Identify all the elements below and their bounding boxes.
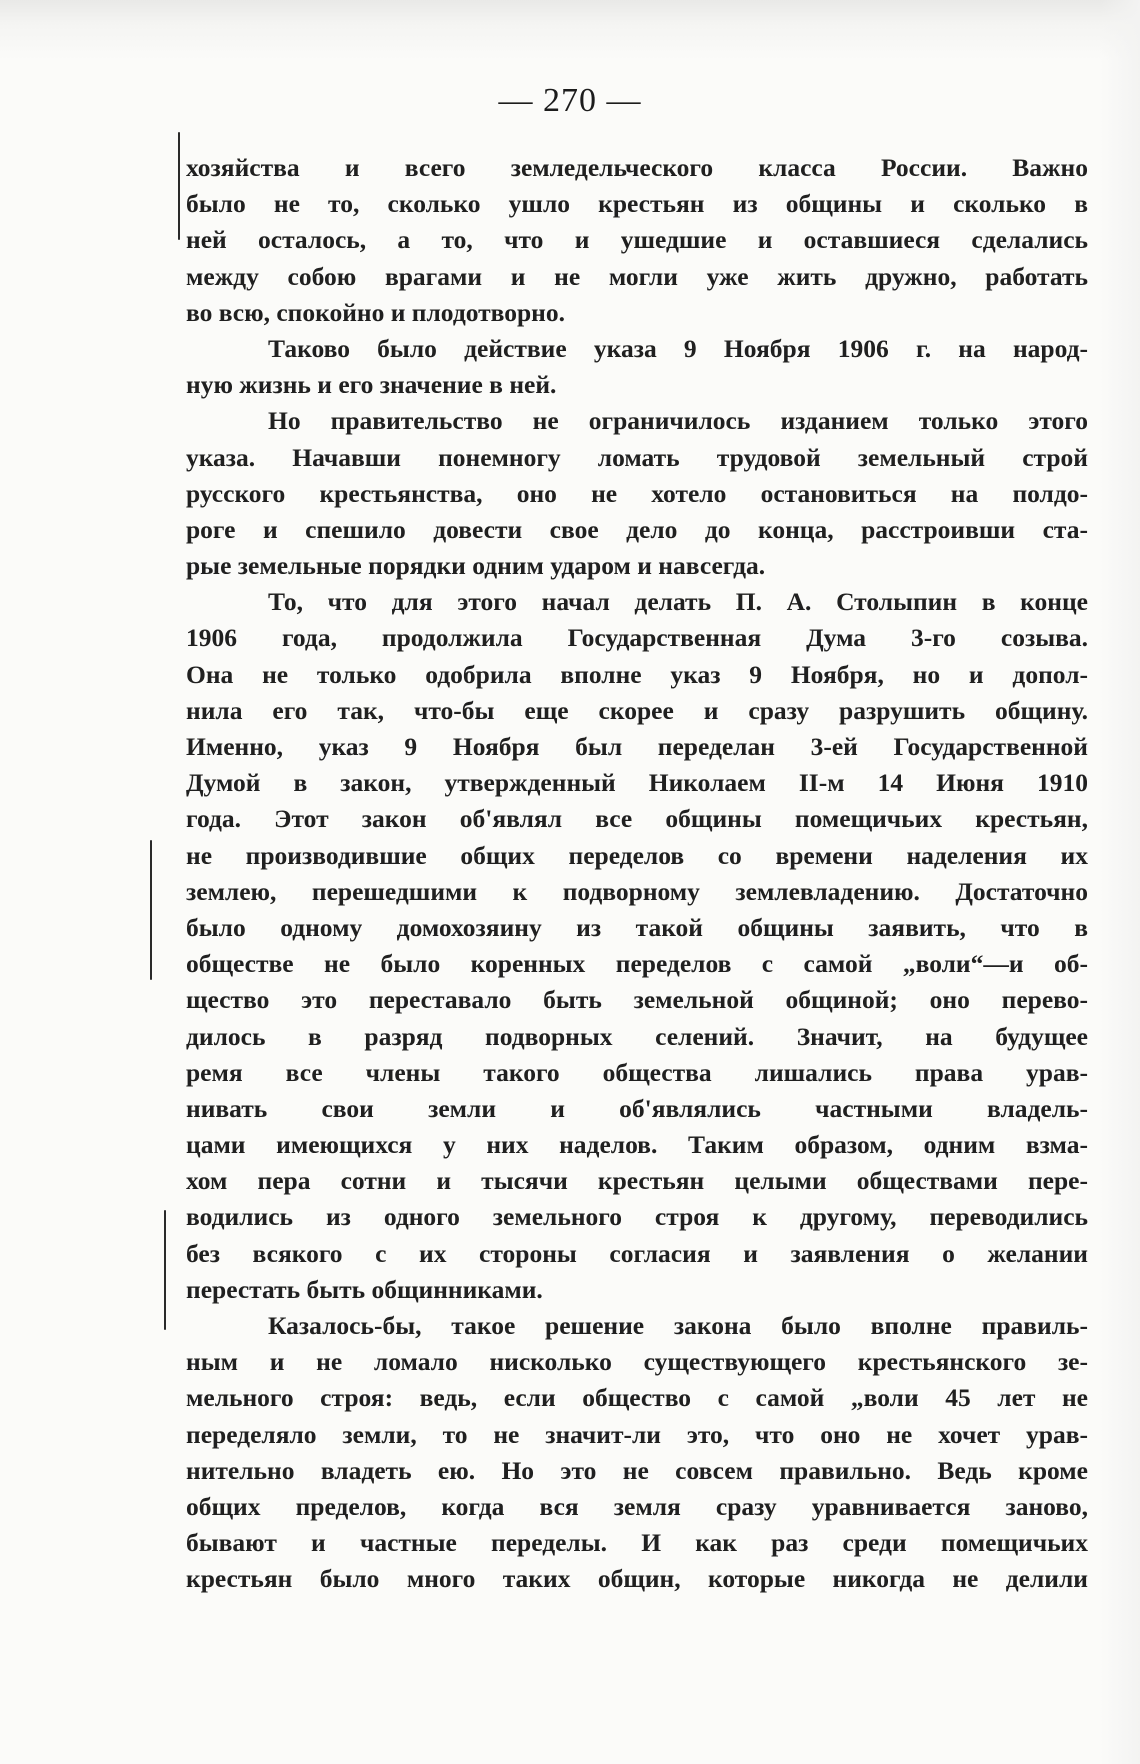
text-line: не производившие общих переделов со времени наделения их	[186, 840, 1088, 870]
margin-mark-lower	[164, 1210, 166, 1330]
text-line: дилось в разряд подворных селений. Значит, на будущее	[186, 1021, 1088, 1051]
text-line: нила его так, что-бы еще скорее и сразу разрушить общину.	[186, 695, 1088, 725]
text-line: Именно, указ 9 Ноября был переделан 3-ей Государственной	[186, 732, 1088, 761]
text-line: переделяло земли, то не значит-ли это, что оно не хочет урав-	[186, 1419, 1088, 1449]
text-line: ным и не ломало нисколько существующего крестьянского зе-	[186, 1347, 1088, 1377]
text-line: без всякого с их стороны согласия и заявления о желании	[186, 1238, 1088, 1268]
text-line: хом пера сотни и тысячи крестьян целыми обществами пере-	[186, 1166, 1088, 1196]
text-line: общих пределов, когда вся земля сразу уравнивается заново,	[186, 1491, 1088, 1521]
text-line: ную жизнь и его значение в ней.	[186, 370, 557, 400]
page-number: — 270 —	[498, 82, 642, 119]
text-line: Она не только одобрила вполне указ 9 Ноября, но и допол-	[186, 659, 1088, 689]
text-line: ней осталось, а то, что и ушедшие и оставшиеся сделались	[186, 225, 1088, 255]
margin-mark-top	[178, 132, 180, 240]
text-line: То, что для этого начал делать П. А. Столыпин в конце	[268, 587, 1088, 617]
margin-mark-middle	[150, 840, 152, 980]
text-line: нивать свои земли и об'являлись частными владель-	[186, 1093, 1088, 1123]
text-line: Думой в закон, утвержденный Николаем II-м 14 Июня 1910	[186, 768, 1088, 798]
text-line: землею, перешедшими к подворному землевладению. Достаточно	[186, 876, 1088, 906]
text-line: Таково было действие указа 9 Ноября 1906 г. на народ-	[268, 333, 1088, 363]
scan-right-shadow	[1100, 0, 1140, 1764]
text-line: водились из одного земельного строя к другому, переводились	[186, 1202, 1088, 1232]
text-line: ремя все члены такого общества лишались права урав-	[186, 1057, 1088, 1087]
text-line: было одному домохозяину из такой общины заявить, что в	[186, 912, 1088, 942]
text-line: бывают и частные переделы. И как раз среди помещичьих	[186, 1528, 1088, 1558]
text-line: 1906 года, продолжила Государственная Дума 3-го созыва.	[186, 623, 1088, 653]
text-line: Но правительство не ограничилось изданием только этого	[268, 406, 1088, 436]
text-line: нительно владеть ею. Но это не совсем правильно. Ведь кроме	[186, 1455, 1088, 1485]
text-line: щество это переставало быть земельной общиной; оно перево-	[186, 985, 1088, 1015]
text-line: было не то, сколько ушло крестьян из общины и сколько в	[186, 189, 1088, 219]
text-line: мельного строя: ведь, если общество с самой „воли 45 лет не	[186, 1383, 1088, 1413]
text-line: рые земельные порядки одним ударом и навсегда.	[186, 551, 766, 581]
scan-top-shadow	[0, 0, 1140, 60]
text-line: роге и спешило довести свое дело до конца, расстроивши ста-	[186, 514, 1088, 544]
text-line: между собою врагами и не могли уже жить дружно, работать	[186, 261, 1088, 291]
body-text	[186, 150, 1088, 1598]
text-line: обществе не было коренных переделов с самой „воли“—и об-	[186, 949, 1088, 979]
text-line: во всю, спокойно и плодотворно.	[186, 297, 566, 327]
text-line: крестьян было много таких общин, которые никогда не делили	[186, 1564, 1088, 1594]
text-line: хозяйства и всего земледельческого класса России. Важно	[186, 153, 1088, 182]
text-line: указа. Начавши понемногу ломать трудовой земельный строй	[186, 442, 1088, 472]
text-line: года. Этот закон об'являл все общины помещичьих крестьян,	[186, 804, 1088, 834]
text-line: Казалось-бы, такое решение закона было вполне правиль-	[268, 1311, 1088, 1340]
text-line: перестать быть общинниками.	[186, 1274, 543, 1304]
text-line: русского крестьянства, оно не хотело остановиться на полдо-	[186, 478, 1088, 508]
text-line: цами имеющихся у них наделов. Таким образом, одним взма-	[186, 1130, 1088, 1160]
